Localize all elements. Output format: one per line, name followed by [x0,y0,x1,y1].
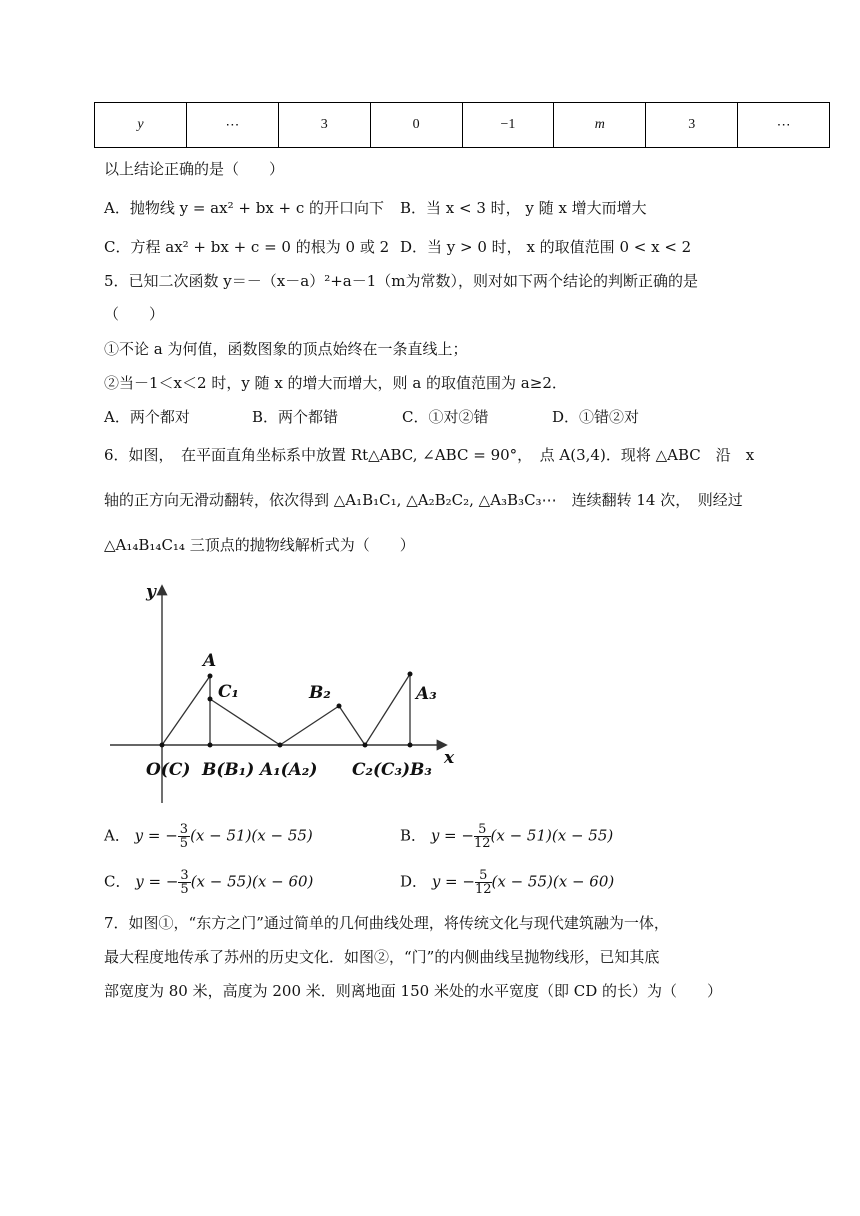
label-o: O(C) [146,760,191,780]
q5-option-c: C．①对②错 [402,408,489,426]
label-a: A [203,651,217,671]
triangle-a2b2c2 [280,706,365,745]
table-cell: −1 [462,103,554,148]
label-c2: C₂(C₃)B₃ [352,760,432,780]
table-cell: ⋯ [186,103,278,148]
table-cell: ⋯ [738,103,830,148]
table-cell: y [95,103,187,148]
label-a3: A₃ [416,684,437,704]
table-cell: 0 [370,103,462,148]
label-a1: A₁(A₂) [260,760,318,780]
q5-option-b: B．两个都错 [252,408,339,426]
q5-stem-paren: （ ） [104,305,165,323]
q7-line-1: 7．如图①，“东方之门”通过简单的几何曲线处理，将传统文化与现代建筑融为一体， [104,914,669,932]
q5-statement-1: ①不论 a 为何值，函数图象的顶点始终在一条直线上； [104,340,468,358]
vertex-points [160,672,413,748]
label-b: B(B₁) [202,760,255,780]
label-x: x [444,748,455,768]
q6-option-b: B． y = − $\frac{5}{12}$ (x − 51)(x − 55) [400,822,614,851]
table-cell: 3 [278,103,370,148]
q6-option-d: D． y = − $\frac{5}{12}$ (x − 55)(x − 60) [400,868,615,897]
q7-line-2: 最大程度地传承了苏州的历史文化．如图②，“门”的内侧曲线呈抛物线形，已知其底 [104,948,660,966]
label-c1: C₁ [218,682,239,702]
label-b2: B₂ [309,683,331,703]
q6-option-a: A． y = − $\frac{3}{5}$ (x − 51)(x − 55) [104,822,313,851]
q4-option-b: B．当 x < 3 时， y 随 x 增大而增大 [400,199,647,217]
q5-stem: 5．已知二次函数 y＝－（x－a）²+a－1（m为常数），则对如下两个结论的判断正确的是 [104,272,698,290]
triangle-abc [162,676,210,745]
table-cell: 3 [646,103,738,148]
table-cell: m [554,103,646,148]
label-y: y [146,582,156,602]
q6-line-3: △A₁₄B₁₄C₁₄ 三顶点的抛物线解析式为（ ） [104,536,415,554]
q7-line-3: 部宽度为 80 米，高度为 200 米．则离地面 150 米处的水平宽度（即 CD 的长）为（ ） [104,982,722,1000]
triangle-a1b1c1 [210,699,280,745]
q4-option-c: C．方程 ax² + bx + c = 0 的根为 0 或 2 [104,238,390,256]
q6-option-c: C． y = − $\frac{3}{5}$ (x − 55)(x − 60) [104,868,314,897]
q6-line-1: 6．如图， 在平面直角坐标系中放置 Rt△ABC, ∠ABC = 90°， 点 A(3,4)．现将 △ABC 沿 x [104,446,755,464]
q6-line-2: 轴的正方向无滑动翻转，依次得到 △A₁B₁C₁, △A₂B₂C₂, △A₃B₃C₃⋯ 连续翻转 14 次， 则经过 [104,491,743,509]
q4-option-d: D．当 y > 0 时， x 的取值范围 0 < x < 2 [400,238,692,256]
value-table [94,102,830,148]
q5-statement-2: ②当－1＜x＜2 时，y 随 x 的增大而增大，则 a 的取值范围为 a≥2． [104,374,567,392]
q5-option-a: A．两个都对 [104,408,190,426]
q5-option-d: D．①错②对 [552,408,640,426]
q4-prompt: 以上结论正确的是（ ） [104,160,285,178]
table-row [95,103,830,148]
triangle-a3b3c3 [365,674,410,745]
q4-option-a: A．抛物线 y = ax² + bx + c 的开口向下 [104,199,385,217]
rolling-triangle-figure [100,575,480,810]
